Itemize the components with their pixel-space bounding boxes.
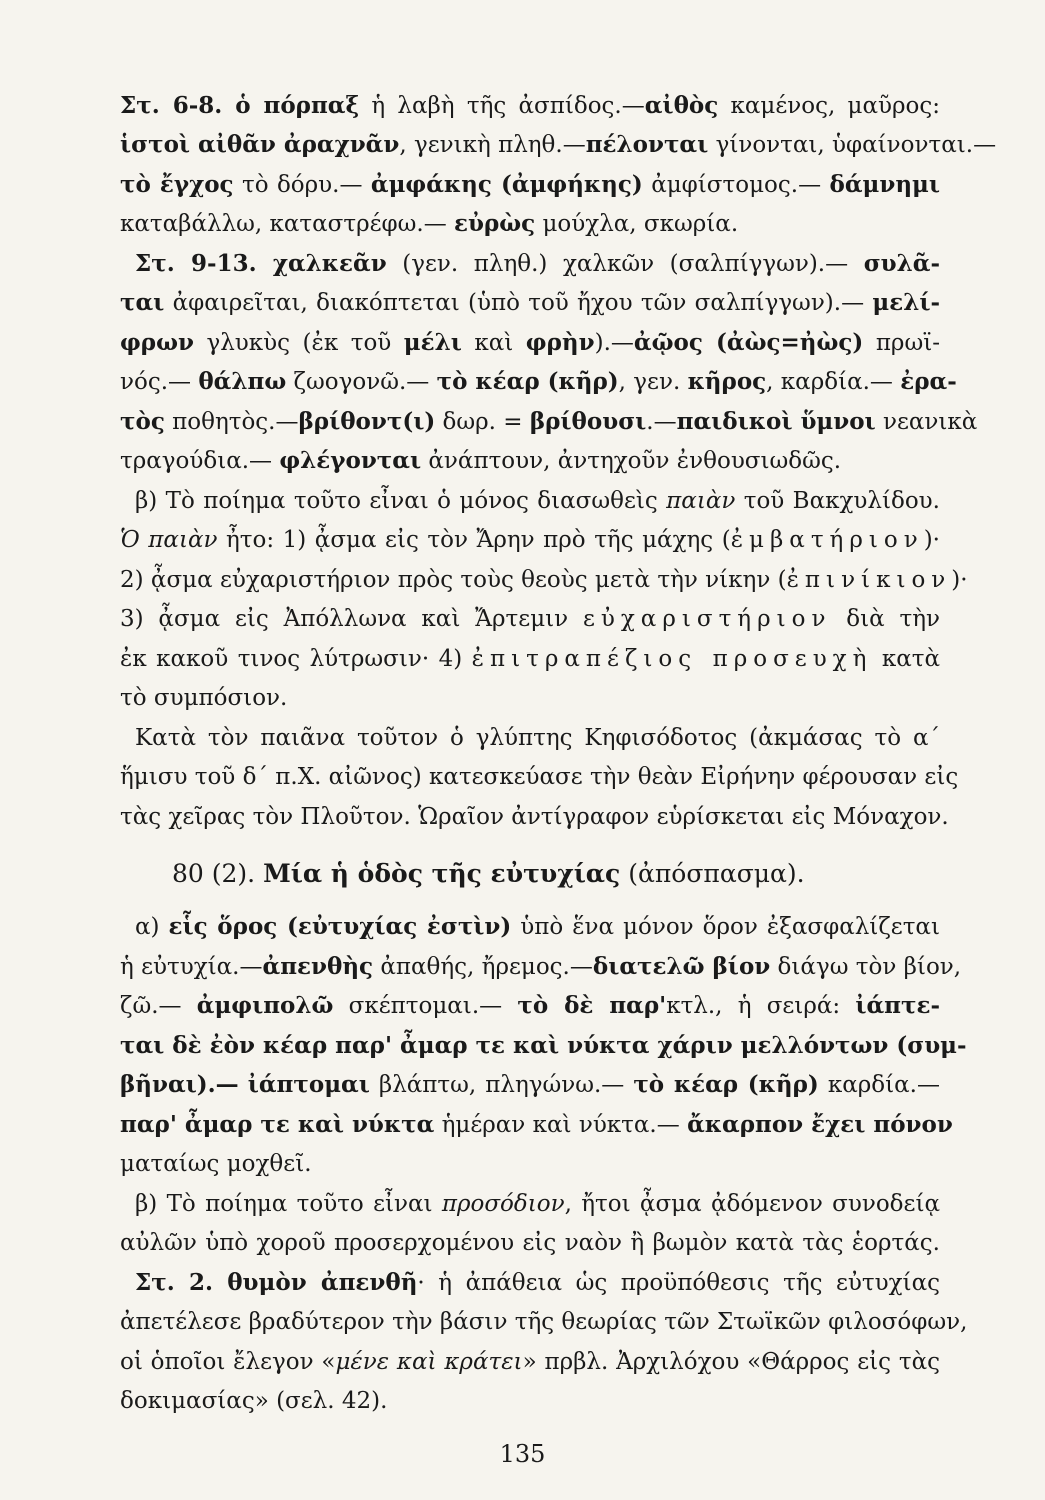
text-line	[120, 170, 940, 200]
bold-term: ἀπενθὴς	[262, 953, 374, 980]
text-run: οἱ ὁποῖοι ἔλεγον «	[120, 1349, 336, 1375]
bold-term: ἰάπτε-	[855, 992, 941, 1019]
bold-term: δάμνημι	[829, 171, 941, 198]
page-number: 135	[499, 1440, 546, 1468]
bold-term: ἱστοὶ αἰθᾶν ἀραχνᾶν	[120, 131, 400, 158]
text-run: κατὰ	[872, 646, 941, 672]
text-line	[120, 683, 940, 713]
bold-term: παρ' ἆμαρ τε καὶ νύκτα	[120, 1111, 435, 1138]
text-run: ματαίως μοχθεῖ.	[120, 1151, 312, 1177]
bold-term: θάλπω	[198, 368, 287, 395]
bold-term: κῆρος	[687, 368, 767, 395]
text-line	[120, 367, 957, 397]
bold-term: μελί-	[872, 289, 940, 316]
bold-term: πέλονται	[585, 131, 709, 158]
text-line	[135, 1189, 940, 1219]
text-run: ἡ λαβὴ τῆς ἀσπίδος.—	[359, 93, 645, 119]
bold-term: τὸς	[120, 408, 165, 435]
text-run: διάγω τὸν βίον,	[770, 954, 962, 980]
bold-term: Στ. 6-8. ὁ πόρπαξ	[120, 92, 360, 119]
text-run: ἡ εὐτυχία.—	[120, 954, 263, 980]
text-run: νός.—	[120, 369, 199, 395]
text-line	[120, 991, 940, 1021]
text-line	[135, 723, 940, 753]
spaced-term: ἐπιτραπέζιος προσευχὴ	[471, 646, 873, 672]
text-run: 3) ᾆσμα εἰς Ἀπόλλωνα καὶ Ἄρτεμιν	[120, 606, 583, 632]
text-run: τὸ δόρυ.—	[233, 172, 371, 198]
bold-term: τὸ κέαρ (κῆρ)	[436, 368, 619, 395]
section-number: 80 (2).	[172, 859, 256, 888]
text-line	[135, 912, 940, 942]
bold-term: συλᾶ-	[863, 250, 940, 277]
text-run: » πρβλ. Ἀρχιλόχου «Θάρρος εἰς τὰς	[522, 1349, 940, 1375]
text-line	[120, 130, 997, 160]
bold-term: ἀμφάκης (ἀμφήκης)	[370, 171, 643, 198]
section-title: Μία ἡ ὁδὸς τῆς εὐτυχίας	[263, 859, 621, 888]
text-run: ἀπετέλεσε βραδύτερον τὴν βάσιν τῆς θεωρίας τῶν Στωϊκῶν φιλοσόφων,	[120, 1309, 968, 1335]
bold-term: βῆναι).—	[120, 1071, 239, 1098]
text-run: ἀπαθής, ἤρεμος.—	[373, 954, 593, 980]
text-line	[120, 328, 940, 358]
bold-term: ἐρα-	[900, 368, 957, 395]
text-run: δοκιμασίας» (σελ. 42).	[120, 1388, 388, 1414]
text-line	[120, 446, 940, 476]
bold-term: εὐρὼς	[454, 210, 536, 237]
italic-term: μένε καὶ κράτει	[335, 1349, 523, 1375]
bold-term: ται δὲ ἐὸν κέαρ παρ' ἆμαρ τε καὶ νύκτα χάριν μελλόντων (συμ-	[120, 1032, 967, 1059]
italic-term: Ὁ παιὰν	[120, 527, 218, 553]
text-line	[120, 1070, 940, 1100]
text-line	[120, 644, 940, 674]
text-run: γλυκὺς (ἐκ τοῦ	[193, 330, 404, 356]
bold-term: μέλι	[403, 329, 462, 356]
spaced-term: εὐχαριστήριον	[582, 606, 832, 632]
text-run: ζῶ.—	[120, 993, 197, 1019]
text-run: .—	[646, 409, 677, 435]
text-run: , γεν.	[618, 369, 688, 395]
text-line	[120, 802, 949, 832]
text-run: διὰ τὴν	[831, 606, 940, 632]
text-run: καμένος, μαῦρος:	[718, 93, 941, 119]
text-run: ἦτο: 1) ᾆσμα εἰς τὸν Ἄρην πρὸ τῆς μάχης (	[217, 527, 731, 553]
text-line	[120, 1149, 940, 1179]
text-line	[120, 1110, 953, 1140]
text-run	[239, 1072, 248, 1098]
text-run: κτλ., ἡ σειρά:	[666, 993, 856, 1019]
text-run: β) Τὸ ποίημα τοῦτο εἶναι	[135, 1191, 442, 1217]
bold-term: βρίθοντ(ι)	[298, 408, 436, 435]
text-run: ζωογονῶ.—	[286, 369, 437, 395]
text-run: , ἤτοι ᾆσμα ᾀδόμενον συνοδείᾳ	[564, 1191, 940, 1217]
text-run: )·	[923, 527, 940, 553]
text-line	[120, 1386, 940, 1416]
text-run: ἡμέραν καὶ νύκτα.—	[434, 1112, 688, 1138]
text-run: , γενικὴ πληθ.—	[399, 132, 586, 158]
text-line	[135, 249, 940, 279]
text-run: νεανικὰ	[875, 409, 978, 435]
spaced-term: ἐπινίκιον	[786, 567, 952, 593]
text-run: τοῦ Βακχυλίδου.	[735, 488, 940, 514]
bold-term: παιδικοὶ ὕμνοι	[676, 408, 876, 435]
spaced-term: ἐμβατήριον	[730, 527, 924, 553]
text-line	[120, 1307, 968, 1337]
text-line	[120, 604, 940, 634]
bold-term: ἀμφιπολῶ	[196, 992, 334, 1019]
text-run: μούχλα, σκωρία.	[535, 211, 739, 237]
text-run: ἀνάπτουν, ἀντηχοῦν ἐνθουσιωδῶς.	[421, 448, 842, 474]
text-run: Κατὰ τὸν παιᾶνα τοῦτον ὁ γλύπτης Κηφισόδοτος (ἀκμάσας τὸ α΄	[135, 725, 940, 751]
text-line	[135, 1268, 940, 1298]
bold-term: φρων	[120, 329, 194, 356]
text-line	[120, 1031, 967, 1061]
text-run: ὑπὸ ἕνα μόνον ὅρον ἐξασφαλίζεται	[511, 914, 940, 940]
text-run: β) Τὸ ποίημα τοῦτο εἶναι ὁ μόνος διασωθεὶς	[135, 488, 667, 514]
text-run: ἐκ κακοῦ τινος λύτρωσιν· 4)	[120, 646, 472, 672]
text-line	[135, 486, 940, 516]
text-run: βλάπτω, πληγώνω.—	[369, 1072, 634, 1098]
text-run: δωρ. =	[435, 409, 530, 435]
text-run: ποθητὸς.—	[164, 409, 299, 435]
bold-term: Στ. 2. θυμὸν ἀπενθῆ	[135, 1269, 418, 1296]
text-line	[120, 952, 962, 982]
text-run: 2) ᾆσμα εὐχαριστήριον πρὸς τοὺς θεοὺς μετὰ τὴν νίκην (	[120, 567, 787, 593]
text-run: ἀφαιρεῖται, διακόπτεται (ὑπὸ τοῦ ἤχου τῶν σαλπίγγων).—	[164, 290, 873, 316]
text-run: καρδία.—	[818, 1072, 940, 1098]
text-line	[120, 762, 959, 792]
text-run: καταβάλλω, καταστρέφω.—	[120, 211, 455, 237]
bold-term: βρίθουσι	[529, 408, 647, 435]
text-line	[120, 91, 940, 121]
bold-term: τὸ κέαρ (κῆρ)	[633, 1071, 819, 1098]
bold-term: ἀῷος (ἀὼς=ἠὼς)	[633, 329, 864, 356]
text-line	[120, 288, 940, 318]
bold-term: φρὴν	[525, 329, 595, 356]
bold-term: ἄκαρπον ἔχει πόνον	[687, 1111, 953, 1138]
italic-term: προσόδιον	[441, 1191, 565, 1217]
text-run: σκέπτομαι.—	[333, 993, 518, 1019]
text-line	[120, 1347, 940, 1377]
text-run: τὰς χεῖρας τὸν Πλοῦτον. Ὡραῖον ἀντίγραφον εὑρίσκεται εἰς Μόναχον.	[120, 804, 949, 830]
italic-term: παιὰν	[666, 488, 736, 514]
text-run: γίνονται, ὑφαίνονται.—	[708, 132, 997, 158]
text-run: τὸ συμπόσιον.	[120, 685, 288, 711]
text-run: (γεν. πληθ.) χαλκῶν (σαλπίγγων).—	[386, 251, 864, 277]
text-line	[120, 1228, 940, 1258]
text-line	[120, 525, 940, 555]
section-heading	[172, 858, 932, 890]
bold-term: αἰθὸς	[644, 92, 719, 119]
bold-term: ται	[120, 289, 165, 316]
text-line	[120, 209, 940, 239]
section-note: (ἀπόσπασμα).	[628, 859, 805, 888]
text-line	[120, 565, 968, 595]
text-run: α)	[135, 914, 169, 940]
text-run: · ἡ ἀπάθεια ὡς προϋπόθεσις τῆς εὐτυχίας	[417, 1270, 940, 1296]
text-line	[120, 407, 978, 437]
text-run: ).—	[594, 330, 634, 356]
bold-term: Στ. 9-13. χαλκεᾶν	[135, 250, 387, 277]
bold-term: φλέγονται	[279, 447, 422, 474]
bold-term: διατελῶ βίον	[592, 953, 771, 980]
text-run: καὶ	[461, 330, 526, 356]
bold-term: ἰάπτομαι	[247, 1071, 370, 1098]
bold-term: εἷς ὅρος (εὐτυχίας ἐστὶν)	[168, 913, 512, 940]
text-run: τραγούδια.—	[120, 448, 280, 474]
text-run: ἀμφίστομος.—	[642, 172, 830, 198]
bold-term: τὸ ἔγχος	[120, 171, 234, 198]
text-run: )·	[951, 567, 968, 593]
text-run: αὐλῶν ὑπὸ χοροῦ προσερχομένου εἰς ναὸν ἢ βωμὸν κατὰ τὰς ἑορτάς.	[120, 1230, 940, 1256]
bold-term: τὸ δὲ παρ'	[517, 992, 667, 1019]
text-run: , καρδία.—	[766, 369, 901, 395]
text-run: πρωϊ-	[863, 330, 941, 356]
text-run: ἥμισυ τοῦ δ΄ π.Χ. αἰῶνος) κατεσκεύασε τὴν θεὰν Εἰρήνην φέρουσαν εἰς	[120, 764, 959, 790]
